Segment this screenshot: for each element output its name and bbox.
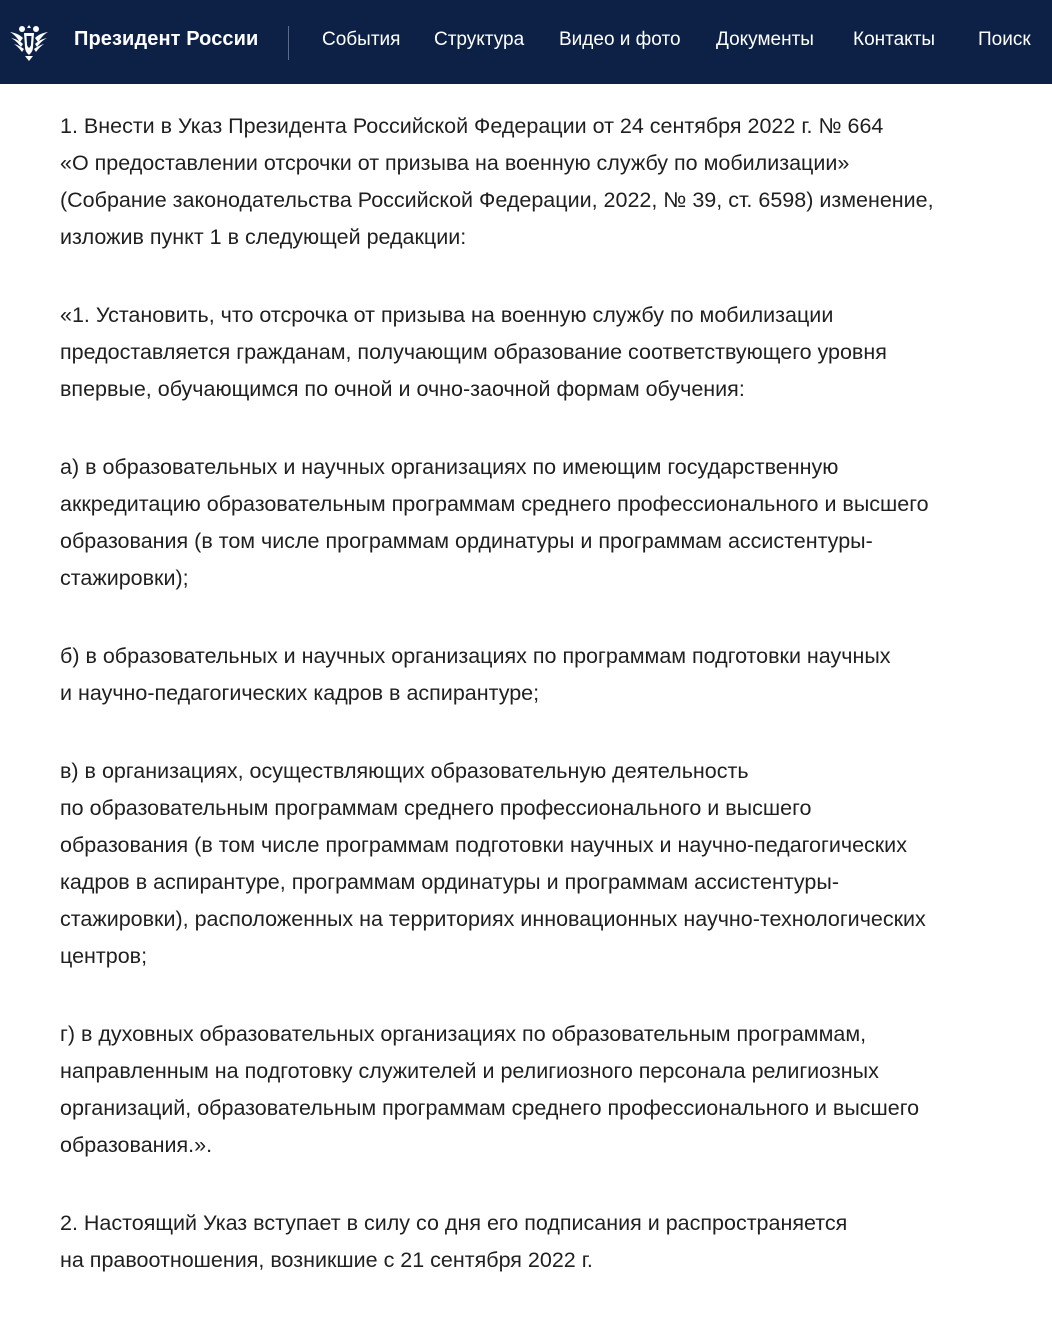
text-line: стажировки);: [60, 566, 189, 590]
text-line: 2. Настоящий Указ вступает в силу со дня его подписания и распространяется: [60, 1211, 848, 1235]
text-line: (Собрание законодательства Российской Федерации, 2022, № 39, ст. 6598) изменение,: [60, 188, 934, 212]
nav-search[interactable]: Поиск: [978, 29, 1031, 50]
text-line: 1. Внести в Указ Президента Российской Федерации от 24 сентября 2022 г. № 664: [60, 114, 884, 138]
text-line: центров;: [60, 944, 148, 968]
text-line: изложив пункт 1 в следующей редакции:: [60, 225, 467, 249]
paragraph-4: [60, 638, 1030, 712]
double-headed-eagle-icon[interactable]: [8, 22, 50, 62]
text-line: стажировки), расположенных на территориях инновационных научно-технологических: [60, 907, 926, 931]
text-line: по образовательным программам среднего профессионального и высшего: [60, 796, 812, 820]
text-line: впервые, обучающимся по очной и очно-заочной формам обучения:: [60, 377, 745, 401]
paragraph-6: [60, 1016, 1030, 1164]
paragraph-1: [60, 108, 1030, 256]
text-line: и научно-педагогических кадров в аспирантуре;: [60, 681, 540, 705]
site-title[interactable]: Президент России: [74, 28, 259, 50]
text-line: организаций, образовательным программам среднего профессионального и высшего: [60, 1096, 920, 1120]
top-navigation-bar: [0, 0, 1052, 84]
paragraph-5: [60, 753, 1030, 975]
text-line: образования (в том числе программам подготовки научных и научно-педагогических: [60, 833, 907, 857]
nav-divider: [288, 26, 289, 60]
text-line: г) в духовных образовательных организациях по образовательным программам,: [60, 1022, 867, 1046]
text-line: «1. Установить, что отсрочка от призыва на военную службу по мобилизации: [60, 303, 834, 327]
text-line: «О предоставлении отсрочки от призыва на военную службу по мобилизации»: [60, 151, 850, 175]
document-body: [60, 108, 1030, 1320]
text-line: аккредитацию образовательным программам среднего профессионального и высшего: [60, 492, 929, 516]
text-line: а) в образовательных и научных организациях по имеющим государственную: [60, 455, 839, 479]
text-line: предоставляется гражданам, получающим образование соответствующего уровня: [60, 340, 887, 364]
nav-events[interactable]: События: [322, 29, 401, 50]
text-line: образования (в том числе программам ординатуры и программам ассистентуры-: [60, 529, 873, 553]
text-line: б) в образовательных и научных организациях по программам подготовки научных: [60, 644, 891, 668]
text-line: на правоотношения, возникшие с 21 сентября 2022 г.: [60, 1248, 593, 1272]
nav-video-photo[interactable]: Видео и фото: [559, 29, 681, 50]
nav-documents[interactable]: Документы: [716, 29, 814, 50]
nav-contacts[interactable]: Контакты: [853, 29, 936, 50]
text-line: в) в организациях, осуществляющих образовательную деятельность: [60, 759, 749, 783]
nav-structure[interactable]: Структура: [434, 29, 525, 50]
paragraph-3: [60, 449, 1030, 597]
text-line: кадров в аспирантуре, программам ординатуры и программам ассистентуры-: [60, 870, 839, 894]
paragraph-2: [60, 297, 1030, 408]
paragraph-7: [60, 1205, 1030, 1279]
text-line: образования.».: [60, 1133, 213, 1157]
text-line: направленным на подготовку служителей и религиозного персонала религиозных: [60, 1059, 879, 1083]
